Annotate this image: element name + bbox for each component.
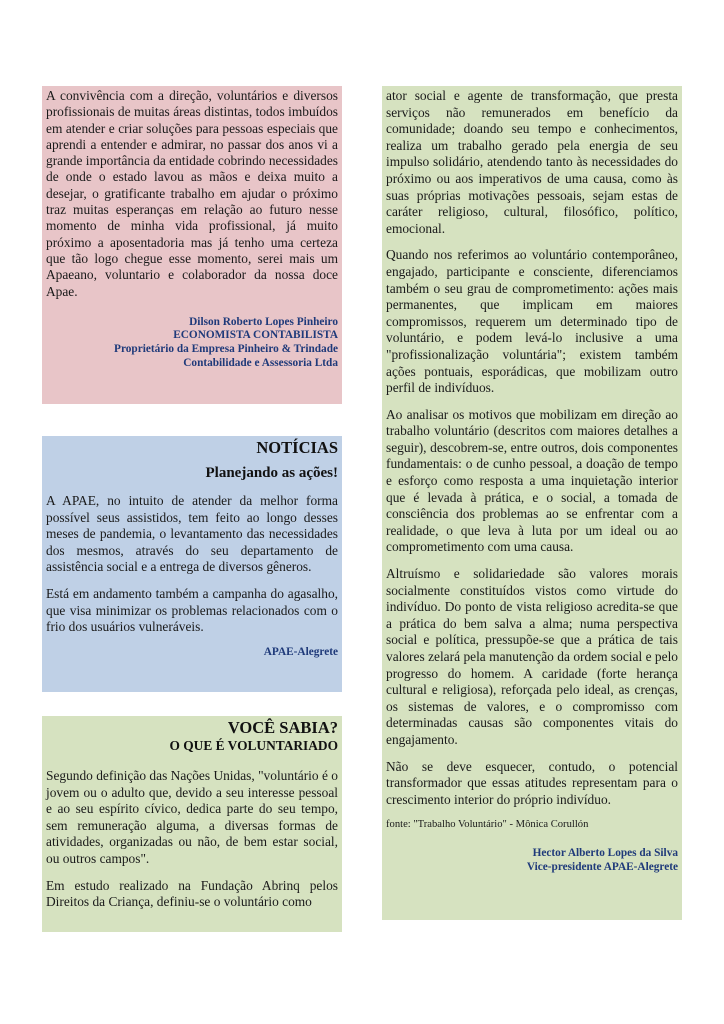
news-subheading: Planejando as ações! — [205, 465, 338, 481]
signature-name: Hector Alberto Lopes da Silva — [532, 847, 678, 860]
testimonial-text: A convivência com a direção, voluntários e diversos profissionais de muitas áreas distintas, todos imbuídos em atender e criar soluções para pessoas especiais que aprendi a entender e admirar, no passar dos anos vi a grande importância da entidade cobrindo necessidades de onde o estado lavou as mãos e deixa muito a desejar, o gratificante trabalho em ajudar o próximo traz muitas esperanças em relação ao futuro nesse momento de minha vida profissional, já muito próximo a aposentadoria mas já tenho uma certeza que tão logo chegue esse momento, serei mais um Apaeano, voluntario e colaborador da nossa doce Apae. — [46, 88, 338, 299]
signature-company: Proprietário da Empresa Pinheiro & Trindade — [114, 343, 338, 356]
testimonial-box — [42, 86, 342, 404]
news-paragraph: Está em andamento também a campanha do agasalho, que visa minimizar os problemas relacionados com o frio dos usuários vulneráveis. — [46, 585, 338, 635]
did-you-know-heading: VOCÊ SABIA? — [227, 718, 338, 737]
continuation-paragraph: Altruísmo e solidariedade são valores morais socialmente constituídos vistos como virtude do indivíduo. Do ponto de vista religioso acredita-se que a prática do bem salva a alma; numa perspectiva social e política, pressupõe-se que a prática de tais valores zelará pela manutenção da ordem social e pelo progresso do homem. A caridade (forte herança cultural e religiosa), reforçada pelo ideal, as crenças, os sistemas de valores, e o compromisso com determinadas causas são componentes vitais do engajamento. — [386, 566, 678, 747]
news-box — [42, 436, 342, 692]
signature-title: Vice-presidente APAE-Alegrete — [526, 860, 678, 873]
continuation-paragraph: Não se deve esquecer, contudo, o potencial transformador que essas atitudes representam para o crescimento interior do próprio indivíduo. — [386, 758, 678, 807]
news-signature: APAE-Alegrete — [263, 645, 338, 658]
source-citation: fonte: "Trabalho Voluntário" - Mônica Corullón — [386, 819, 589, 831]
signature-name: Dilson Roberto Lopes Pinheiro — [189, 315, 338, 328]
did-you-know-paragraph: Em estudo realizado na Fundação Abrinq pelos Direitos da Criança, definiu-se o voluntário como — [46, 877, 338, 910]
did-you-know-subheading: O QUE É VOLUNTARIADO — [169, 738, 338, 753]
testimonial-signature — [46, 316, 338, 370]
news-paragraph: A APAE, no intuito de atender da melhor forma possível seus assistidos, tem feito ao longo desses meses de pandemia, o levantamento das necessidades dos mesmos, através do seu departamento de assistência social e a entrega de diversos gêneros. — [46, 493, 338, 575]
continuation-signature — [386, 847, 678, 874]
did-you-know-box — [42, 716, 342, 932]
continuation-paragraph: Ao analisar os motivos que mobilizam em direção ao trabalho voluntário (descritos com maiores detalhes a seguir), descobrem-se, entre outros, dois componentes fundamentais: o de cunho pessoal, a doação de tempo e esforço como resposta a uma inquietação interior que é levada à prática, e o social, a tomada de consciência dos problemas ao se enfrentar com a realidade, o que leva à luta por um ideal ou ao comprometimento com uma causa. — [386, 406, 678, 555]
did-you-know-paragraph: Segundo definição das Nações Unidas, "voluntário é o jovem ou o adulto que, devido a seu interesse pessoal e ao seu espírito cívico, dedica parte do seu tempo, sem remuneração alguma, a diversas formas de atividades, organizadas ou não, de bem estar social, ou outros campos". — [46, 768, 338, 866]
signature-company-line2: Contabilidade e Assessoria Ltda — [183, 356, 338, 369]
continuation-paragraph: ator social e agente de transformação, que presta serviços não remunerados em benefício da comunidade; doando seu tempo e conhecimentos, realiza um trabalho gerado pela energia de seu impulso solidário, atendendo tanto às necessidades do próximo ou aos imperativos de uma causa, como às suas próprias motivações pessoais, sejam estas de caráter religioso, cultural, filosófico, político, emocional. — [386, 88, 678, 236]
continuation-box — [382, 86, 682, 920]
continuation-paragraph: Quando nos referimos ao voluntário contemporâneo, engajado, participante e consciente, diferenciamos também o seu grau de comprometimento: ações mais permanentes, que implicam em maiores compromissos, requerem um determinado tipo de voluntário, e podem levá-lo inclusive a uma "profissionalização voluntária"; existem também ações pontuais, esporádicas, que mobilizam outro perfil de indivíduos. — [386, 247, 678, 396]
signature-title: ECONOMISTA CONTABILISTA — [173, 329, 338, 342]
news-heading: NOTÍCIAS — [256, 438, 338, 457]
